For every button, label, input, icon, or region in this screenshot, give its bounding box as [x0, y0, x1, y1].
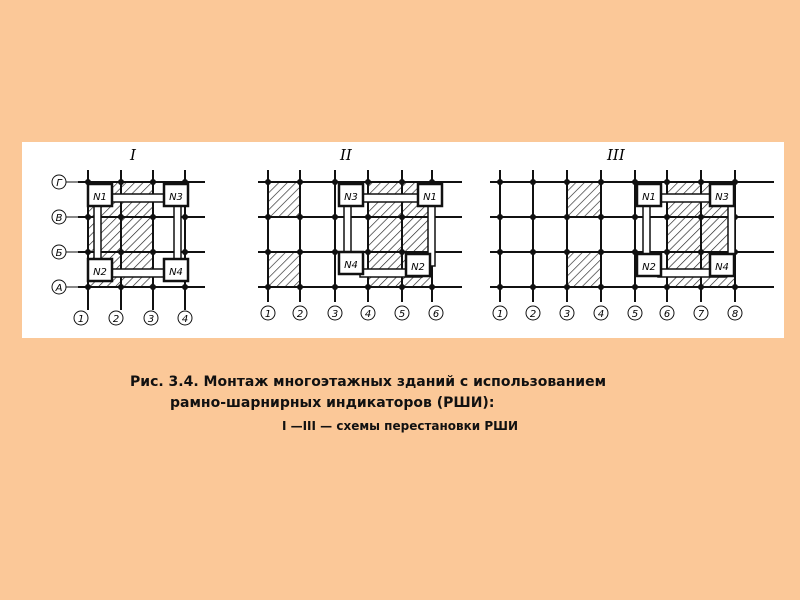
indicator-label: N4: [344, 260, 358, 271]
col-label: 3: [147, 314, 155, 325]
indicator-n3: [710, 184, 734, 206]
col-label: 8: [731, 309, 739, 320]
col-label: 7: [697, 309, 705, 320]
scheme-3: [490, 146, 774, 320]
indicator-label: N2: [93, 267, 107, 278]
indicator-n1: [418, 184, 442, 206]
caption-line-3: I —III — схемы перестановки РШИ: [281, 419, 519, 433]
col-label: 4: [597, 309, 605, 320]
col-label: 2: [529, 309, 537, 320]
scheme-1: [52, 146, 205, 325]
col-label: 4: [364, 309, 372, 320]
indicator-label: N1: [93, 192, 107, 203]
indicator-label: N1: [642, 192, 656, 203]
indicator-n4: [339, 252, 363, 274]
col-label: 1: [496, 309, 504, 320]
indicator-label: N1: [423, 192, 437, 203]
col-label: 6: [432, 309, 440, 320]
hatched-zone: [567, 182, 601, 217]
indicator-n2: [637, 254, 661, 276]
row-label: В: [55, 213, 63, 224]
indicator-label: N4: [169, 267, 183, 278]
column-axis-labels: [74, 311, 192, 325]
hatched-zone: [268, 182, 300, 217]
col-label: 3: [331, 309, 339, 320]
indicator-label: N4: [715, 262, 729, 273]
scheme-2-title: II: [340, 146, 352, 164]
diagram-figure: [22, 142, 784, 338]
scheme-1-title: I: [130, 146, 136, 164]
scheme-2: [258, 146, 462, 320]
scheme-3-title: III: [607, 146, 625, 164]
diagram-canvas: [22, 142, 784, 338]
indicator-n1: [637, 184, 661, 206]
col-label: 6: [663, 309, 671, 320]
indicator-n2: [406, 254, 430, 276]
row-label: А: [55, 283, 63, 294]
row-axis-labels: [52, 175, 78, 294]
row-label: Б: [55, 248, 63, 259]
col-label: 2: [296, 309, 304, 320]
col-label: 1: [264, 309, 272, 320]
indicator-n4: [164, 259, 188, 281]
indicator-label: N3: [715, 192, 729, 203]
row-label: Г: [56, 178, 62, 189]
column-axis-labels: [493, 306, 742, 320]
indicator-n3: [339, 184, 363, 206]
indicator-label: N3: [169, 192, 183, 203]
indicator-n1: [88, 184, 112, 206]
col-label: 4: [181, 314, 189, 325]
indicator-n4: [710, 254, 734, 276]
indicator-label: N3: [344, 192, 358, 203]
column-axis-labels: [261, 306, 443, 320]
caption-line-2: рамно-шарнирных индикаторов (РШИ):: [170, 395, 495, 411]
indicator-label: N2: [642, 262, 656, 273]
indicator-n2: [88, 259, 112, 281]
col-label: 1: [77, 314, 85, 325]
col-label: 2: [112, 314, 120, 325]
col-label: 5: [631, 309, 639, 320]
hatched-zone: [268, 252, 300, 287]
hatched-zone: [567, 252, 601, 287]
indicator-n3: [164, 184, 188, 206]
col-label: 5: [398, 309, 406, 320]
indicator-label: N2: [411, 262, 425, 273]
col-label: 3: [563, 309, 571, 320]
caption-line-1: Рис. 3.4. Монтаж многоэтажных зданий с использованием: [130, 374, 607, 390]
